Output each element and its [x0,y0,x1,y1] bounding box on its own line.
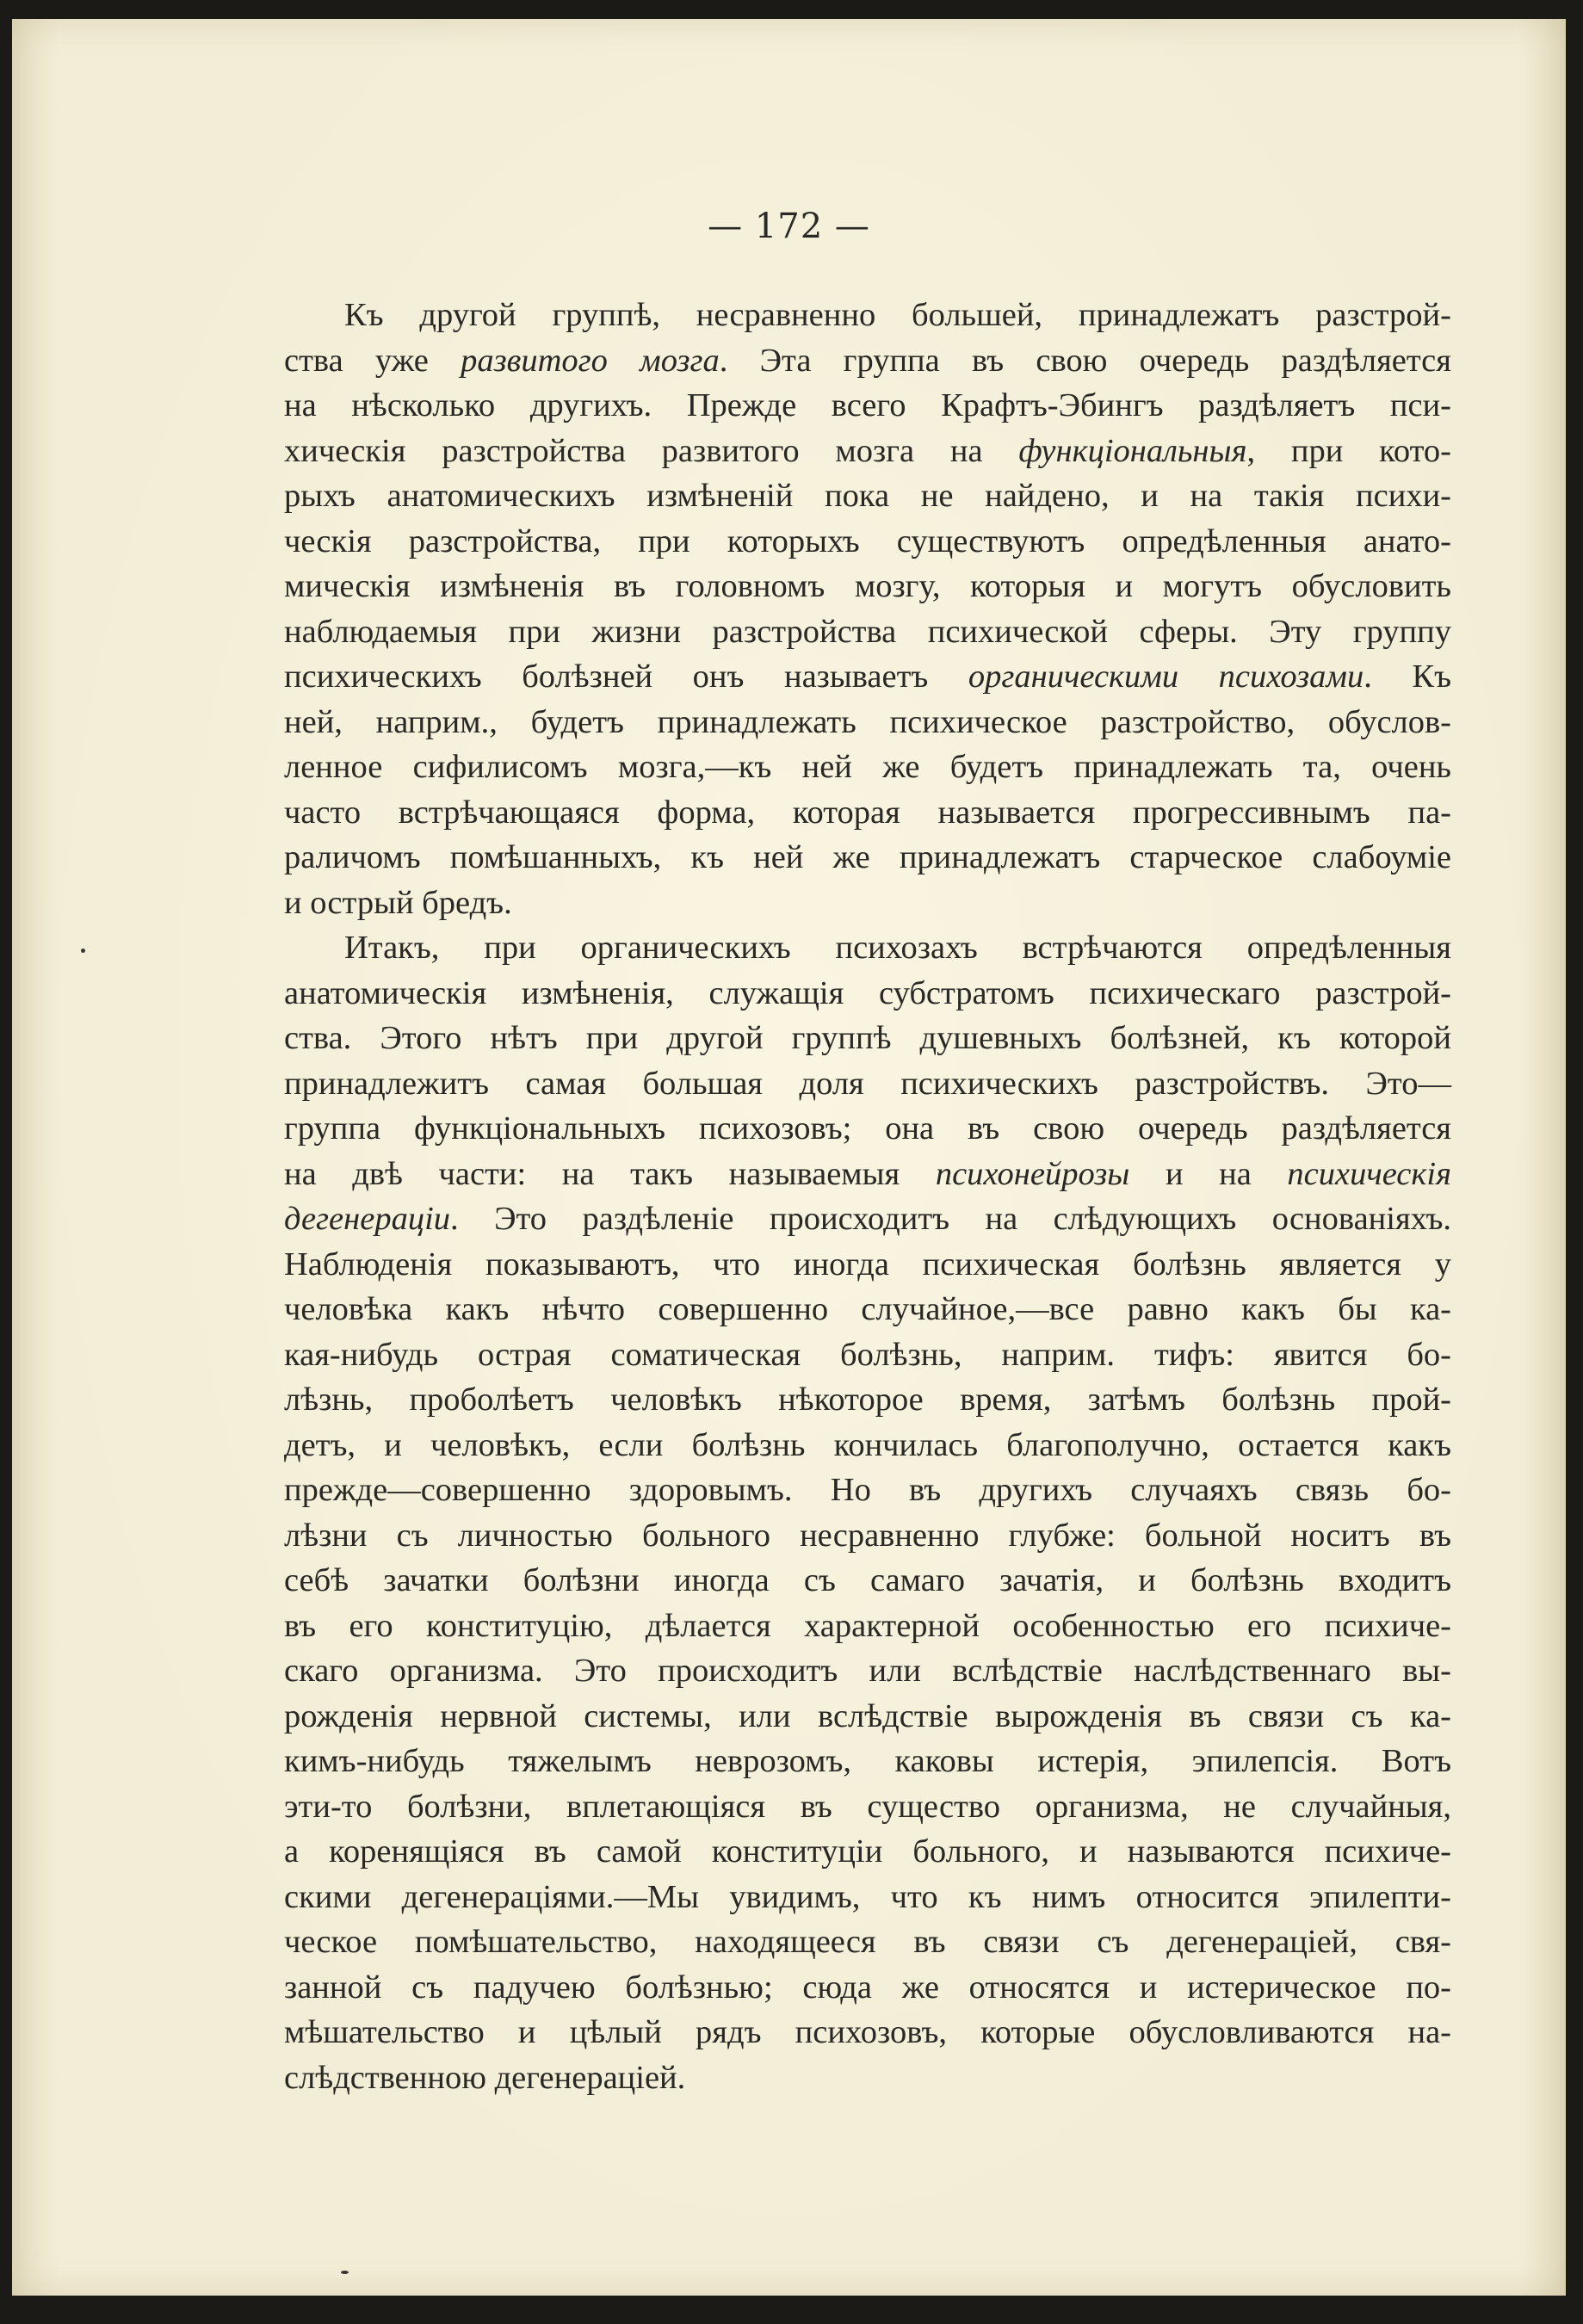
text-line [284,1287,1451,1332]
text-line [284,1468,1451,1513]
text-run: хическія разстройства развитого мозга на [284,432,1019,469]
text-run: кимъ-нибудь тяжелымъ неврозомъ, каковы истерія, эпилепсія. Вотъ [284,1743,1451,1779]
text-line [284,1694,1451,1740]
text-run: рожденія нервной системы, или вслѣдствіе вырожденія въ связи съ ка- [284,1697,1451,1734]
text-run: ства уже [284,342,461,379]
text-run: Итакъ, при органическихъ психозахъ встрѣчаются опредѣленныя [344,930,1451,966]
text-run: мѣшательство и цѣлый рядъ психозовъ, которые обусловливаются на- [284,2014,1451,2050]
text-line [284,564,1451,609]
text-run: . Это раздѣленіе происходитъ на слѣдующихъ основаніяхъ. [450,1201,1451,1237]
text-run: детъ, и человѣкъ, если болѣзнь кончилась благополучно, остается какъ [284,1426,1451,1463]
text-line [284,1513,1451,1559]
text-line [284,1919,1451,1965]
text-line [284,609,1451,655]
text-run: скими дегенераціями.—Мы увидимъ, что къ нимъ относится эпилепти- [284,1878,1451,1915]
text-line [284,1196,1451,1242]
text-line [284,473,1451,519]
body-text [284,293,1451,2100]
ink-speck [81,949,85,953]
italic-text-run: функціональныя [1018,432,1247,469]
text-run: раличомъ помѣшанныхъ, къ ней же принадлежатъ старческое слабоуміе [284,839,1451,875]
text-run: . Эта группа въ свою очередь раздѣляется [719,342,1451,379]
text-run: принадлежитъ самая большая доля психическихъ разстройствъ. Это— [284,1065,1451,1102]
text-line [284,1558,1451,1604]
text-run: въ его конституцію, дѣлается характерной особенностью его психиче- [284,1607,1451,1644]
text-run: эти-то болѣзни, вплетающіяся въ существо организма, не случайныя, [284,1788,1451,1825]
page-number: — 172 — [708,207,870,246]
text-run: скаго организма. Это происходитъ или вслѣдствіе наслѣдственнаго вы- [284,1653,1451,1689]
italic-text-run: развитого мозга [461,342,720,379]
text-run: а коренящіяся въ самой конституціи больного, и называются психиче- [284,1833,1451,1870]
text-run: Къ другой группѣ, несравненно большей, принадлежатъ разстрой- [344,297,1451,333]
text-line [284,293,1451,338]
text-line [284,429,1451,474]
text-run: Наблюденія показываютъ, что иногда психическая болѣзнь является у [284,1245,1451,1283]
text-run: ческое помѣшательство, находящееся въ связи съ дегенераціей, свя- [284,1924,1451,1960]
text-line [284,925,1451,971]
book-page [12,19,1566,2296]
text-line [284,745,1451,790]
text-run: лѣзни съ личностью больного несравненно глубже: больной носитъ въ [284,1517,1451,1554]
text-run: часто встрѣчающаяся форма, которая называется прогрессивнымъ па- [284,794,1451,831]
text-line [284,1965,1451,2011]
text-run: занной съ падучею болѣзнью; сюда же относятся и истерическое по- [284,1969,1451,2006]
text-line [284,971,1451,1017]
ink-speck [341,2271,349,2274]
text-line [284,1061,1451,1107]
text-line [284,383,1451,429]
text-run: , при кото- [1246,432,1451,469]
text-run: и на [1129,1155,1288,1192]
text-line [284,1648,1451,1694]
text-run: на нѣсколько другихъ. Прежде всего Крафтъ-Эбингъ раздѣляетъ пси- [284,387,1451,423]
text-run: на двѣ части: на такъ называемыя [284,1155,936,1192]
text-run: ней, наприм., будетъ принадлежать психическое разстройство, обуслов- [284,703,1451,740]
italic-text-run: дегенераціи [284,1201,451,1237]
text-line [284,1152,1451,1197]
text-run: ческія разстройства, при которыхъ существуютъ опредѣленныя анато- [284,522,1451,559]
italic-text-run: психонейрозы [935,1155,1130,1192]
text-line [284,1784,1451,1830]
text-line [284,1332,1451,1378]
text-run: себѣ зачатки болѣзни иногда съ самаго зачатія, и болѣзнь входитъ [284,1562,1451,1598]
text-line [284,881,1451,926]
text-run: ства. Этого нѣтъ при другой группѣ душевныхъ болѣзней, къ которой [284,1020,1451,1056]
text-line [284,1829,1451,1875]
text-line [284,1875,1451,1920]
text-run: . Къ [1363,658,1451,695]
text-line [284,835,1451,881]
text-line [284,1423,1451,1468]
text-run: ленное сифилисомъ мозга,—къ ней же будетъ принадлежать та, очень [284,749,1451,785]
text-line [284,1106,1451,1152]
text-run: анатомическія измѣненія, служащія субстратомъ психическаго разстрой- [284,974,1451,1011]
text-run: лѣзнь, проболѣетъ человѣкъ нѣкоторое время, затѣмъ болѣзнь прой- [284,1381,1451,1418]
text-run: человѣка какъ нѣчто совершенно случайное,—все равно какъ бы ка- [284,1291,1451,1327]
text-line [284,1739,1451,1784]
text-line [284,1604,1451,1649]
text-run: группа функціональныхъ психозовъ; она въ свою очередь раздѣляется [284,1110,1451,1147]
text-line [284,1242,1451,1288]
text-run: кая-нибудь острая соматическая болѣзнь, наприм. тифъ: явится бо- [284,1336,1451,1373]
italic-text-run: органическими психозами [968,658,1364,695]
text-line [284,700,1451,745]
text-line [284,338,1451,384]
text-run: рыхъ анатомическихъ измѣненій пока не найдено, и на такія психи- [284,478,1451,514]
text-run: мическія измѣненія въ головномъ мозгу, которыя и могутъ обусловить [284,568,1451,604]
text-line [284,1016,1451,1061]
text-line [284,790,1451,836]
italic-text-run: психическія [1287,1155,1451,1192]
text-run: и острый бредъ. [284,884,512,921]
text-line [284,519,1451,565]
text-line [284,1377,1451,1423]
text-run: прежде—совершенно здоровымъ. Но въ другихъ случаяхъ связь бо- [284,1472,1451,1508]
paragraph [284,293,1451,925]
text-run: наблюдаемыя при жизни разстройства психической сферы. Эту группу [284,613,1451,650]
text-run: психическихъ болѣзней онъ называетъ [284,658,968,695]
text-run: слѣдственною дегенераціей. [284,2059,686,2096]
text-line [284,654,1451,700]
text-line [284,2010,1451,2055]
text-line [284,2055,1451,2101]
paragraph [284,925,1451,2100]
